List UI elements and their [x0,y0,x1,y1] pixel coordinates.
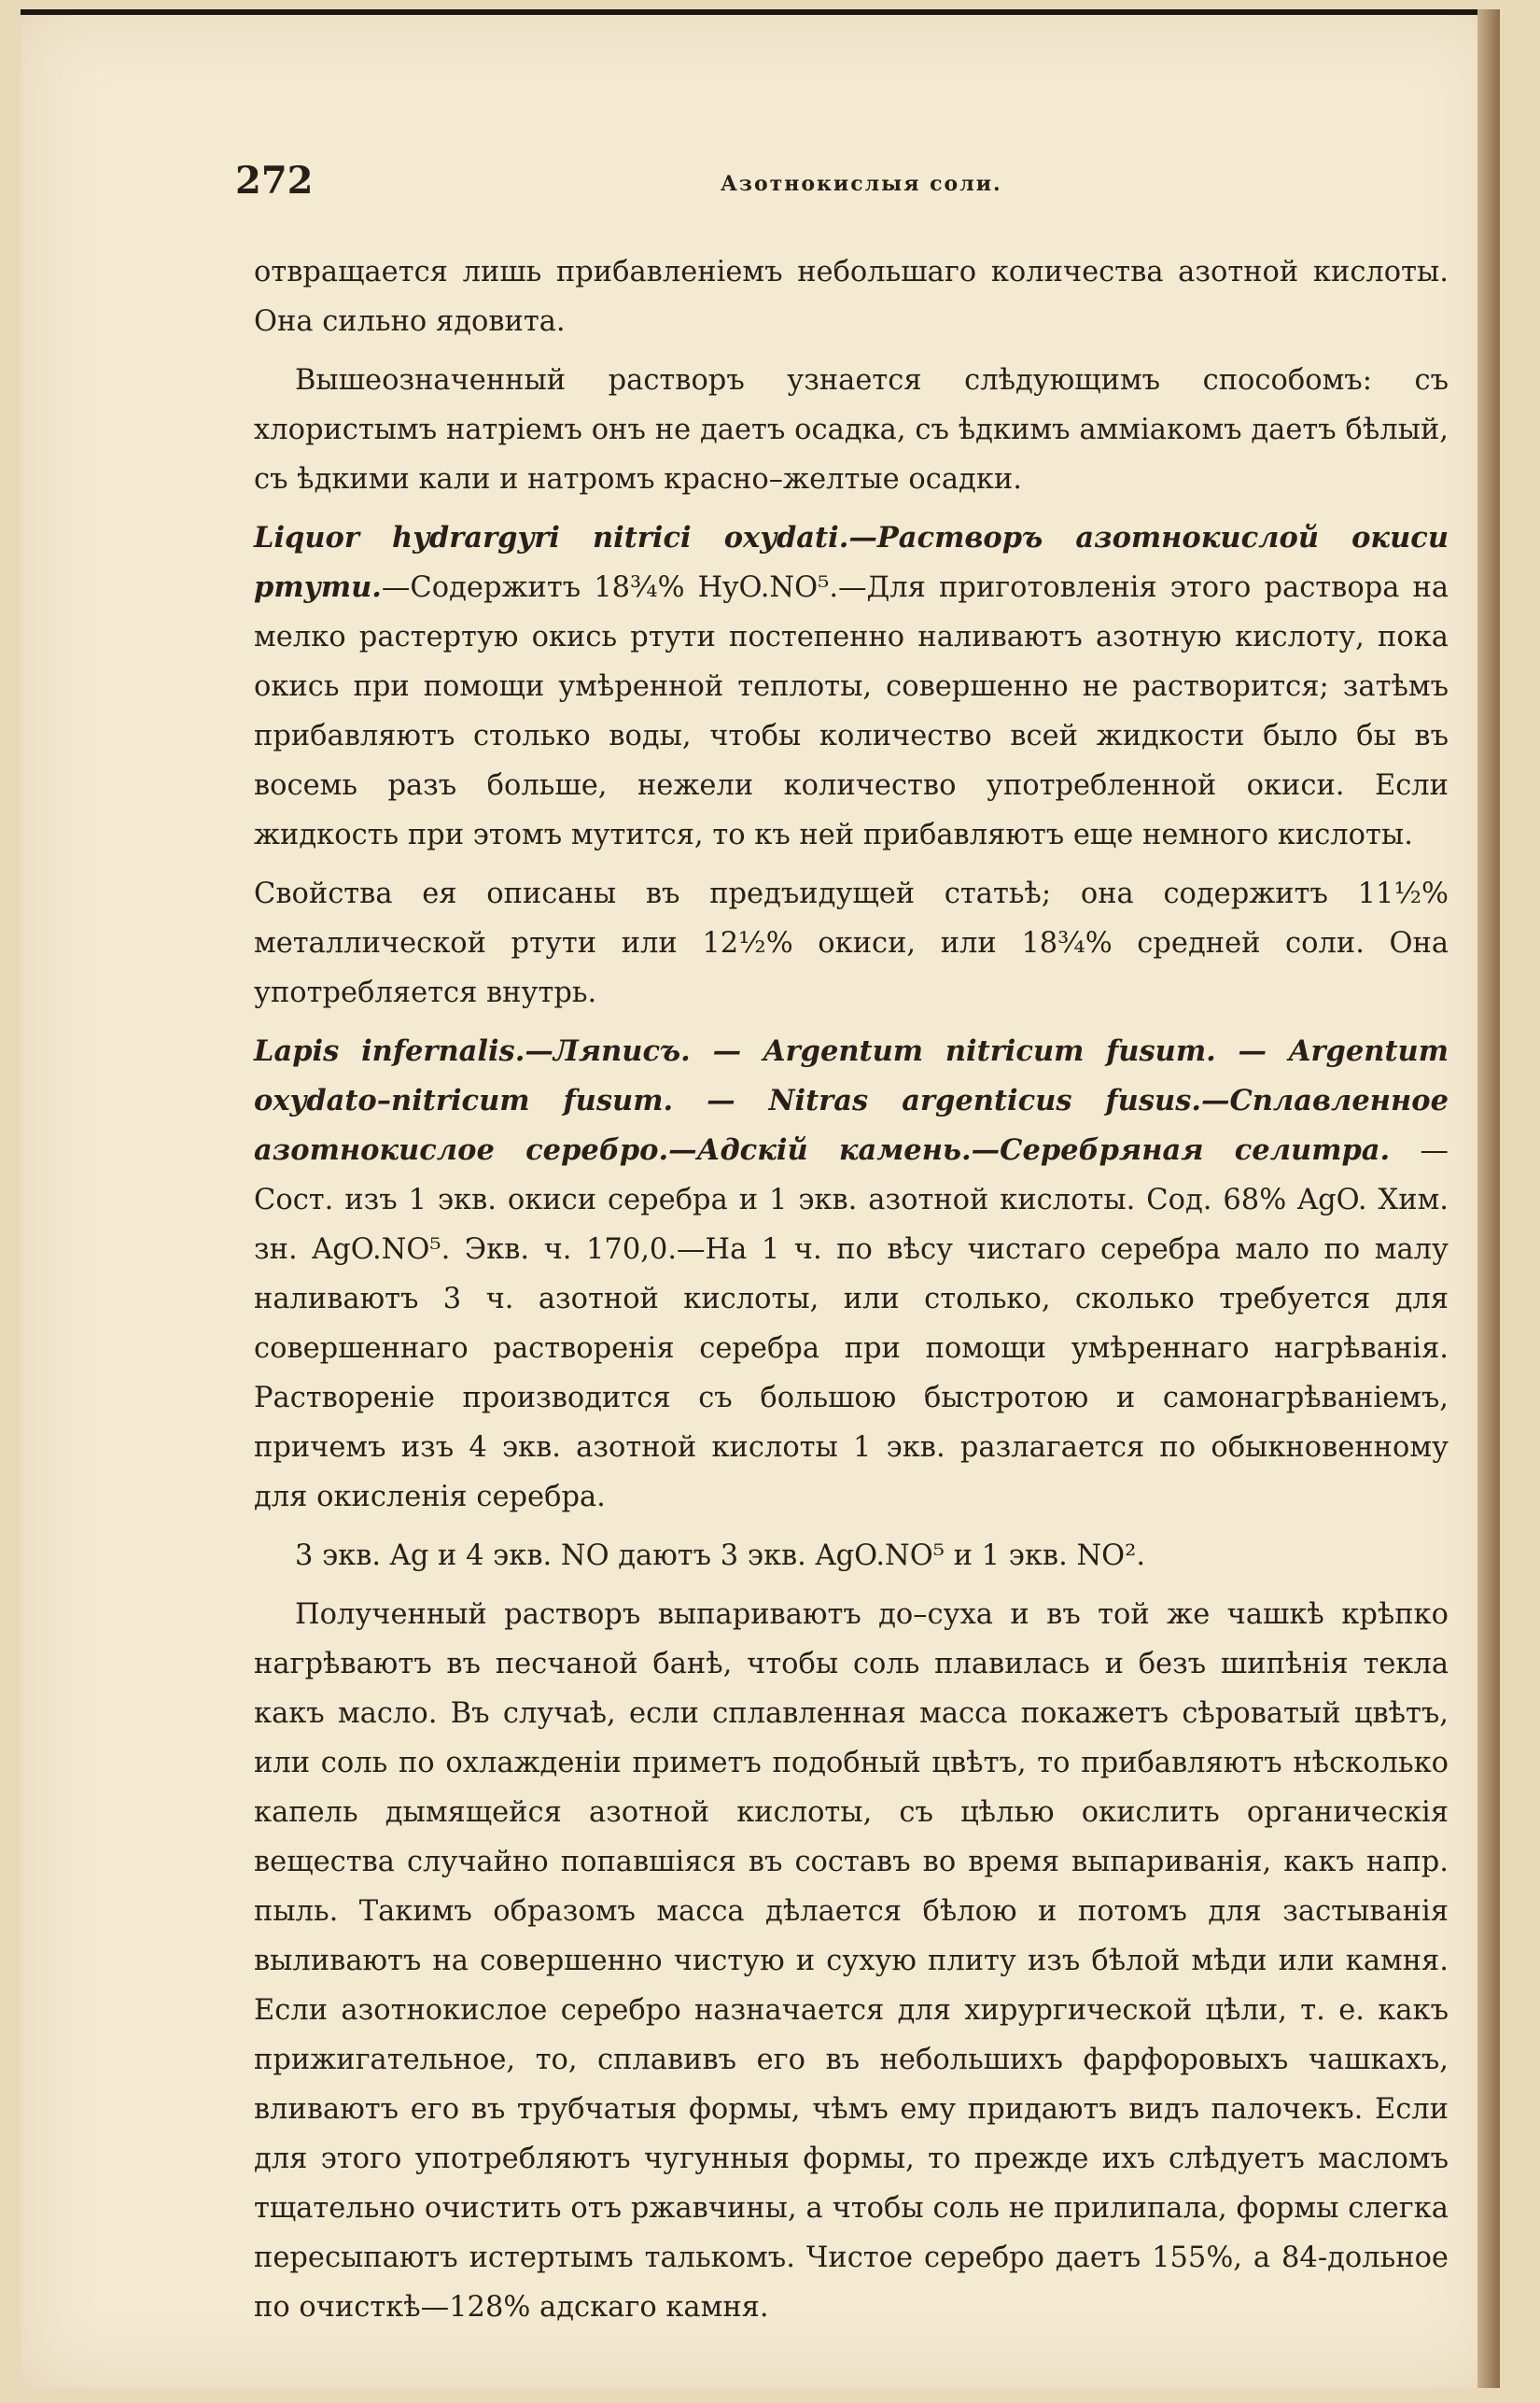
paragraph-text: 3 экв. Ag и 4 экв. NO даютъ 3 экв. AgO.NO⁵ и 1 экв. NO². [295,1539,1146,1572]
paragraph-text: Свойства ея описаны въ предъидущей статьѣ; она содержитъ 11½% металлической ртути или 12½% окиси, или 18¾% средней соли. Она употребляется внутрь. [254,878,1449,1009]
entry-lapis-infernalis [254,1027,1449,1522]
page-body [254,247,1449,2341]
paragraph-1 [254,247,1449,346]
entry-text: — Сост. изъ 1 экв. окиси серебра и 1 экв. азотной кислоты. Сод. 68% AgO. Хим. зн. AgO.NO⁵. Экв. ч. 170,0.—На 1 ч. по вѣсу чистаго серебра мало по малу наливаютъ 3 ч. азотной кислоты, или столько, сколько требуется для совершеннаго растворенія серебра при помощи умѣреннаго нагрѣванія. Раствореніе производится съ большою быстротою и самонагрѣваніемъ, причемъ изъ 4 экв. азотной кислоты 1 экв. разлагается по обыкновенному для окисленія серебра. [254,1134,1449,1513]
entry-text: —Содержитъ 18¾% HyO.NO⁵.—Для приготовленія этого раствора на мелко растертую окись ртути постепенно наливаютъ азотную кислоту, пока окись при помощи умѣренной теплоты, совершенно не растворится; затѣмъ прибавляютъ столько воды, чтобы количество всей жидкости было бы въ восемь разъ больше, нежели количество употребленной окиси. Если жидкость при этомъ мутится, то къ ней прибавляютъ еще немного кислоты. [254,571,1449,851]
entry-title: Lapis infernalis.—Ляписъ. — Argentum nitricum fusum. — Argentum oxydato–nitricum fusum. — Nitras argenticus fusus.—Сплавленное азотнокислое серебро.—Адскій камень.—Серебряная селитра. [254,1034,1449,1167]
page-header [235,159,1467,215]
paragraph-preparation [254,1590,1449,2332]
paragraph-text: отвращается лишь прибавленіемъ небольшаго количества азотной кислоты. Она сильно ядовита. [254,256,1449,338]
paragraph-text: Полученный растворъ выпариваютъ до–суха и въ той же чашкѣ крѣпко нагрѣваютъ въ песчаной банѣ, чтобы соль плавилась и безъ шипѣнія текла какъ масло. Въ случаѣ, если сплавленная масса покажетъ сѣроватый цвѣтъ, или соль по охлажденіи приметъ подобный цвѣтъ, то прибавляютъ нѣсколько капель дымящейся азотной кислоты, съ цѣлью окислить органическія вещества случайно попавшіяся въ составъ во время выпариванія, какъ напр. пыль. Такимъ образомъ масса дѣлается бѣлою и потомъ для застыванія выливаютъ на совершенно чистую и сухую плиту изъ бѣлой мѣди или камня. Если азотнокислое серебро назначается для хирургической цѣли, т. е. какъ прижигательное, то, сплавивъ его въ небольшихъ фарфоровыхъ чашкахъ, вливаютъ его въ трубчатыя формы, чѣмъ ему придаютъ видъ палочекъ. Если для этого употребляютъ чугунныя формы, то прежде ихъ слѣдуетъ масломъ тщательно очистить отъ ржавчины, а чтобы соль не прилипала, формы слегка пересыпаютъ истертымъ талькомъ. Чистое серебро даетъ 155%, а 84-дольное по очисткѣ—128% адскаго камня. [254,1598,1449,2324]
paragraph-properties [254,869,1449,1018]
paragraph-text: Вышеозначенный растворъ узнается слѣдующимъ способомъ: съ хлористымъ натріемъ онъ не даетъ осадка, съ ѣдкимъ амміакомъ даетъ бѣлый, съ ѣдкими кали и натромъ красно–желтые осадки. [254,364,1449,496]
paragraph-2 [254,356,1449,504]
entry-liquor-hydrargyri [254,513,1449,860]
top-border [21,9,1500,15]
paragraph-equation [254,1531,1449,1581]
book-page [21,9,1500,2388]
entry-title: Liquor hydrargyri nitrici oxydati.—Растворъ азотнокислой окиси ртути. [254,521,1449,604]
page-edge-shadow [1477,9,1500,2388]
page-number: 272 [235,159,314,203]
running-title: Азотнокислыя соли. [721,172,1002,196]
